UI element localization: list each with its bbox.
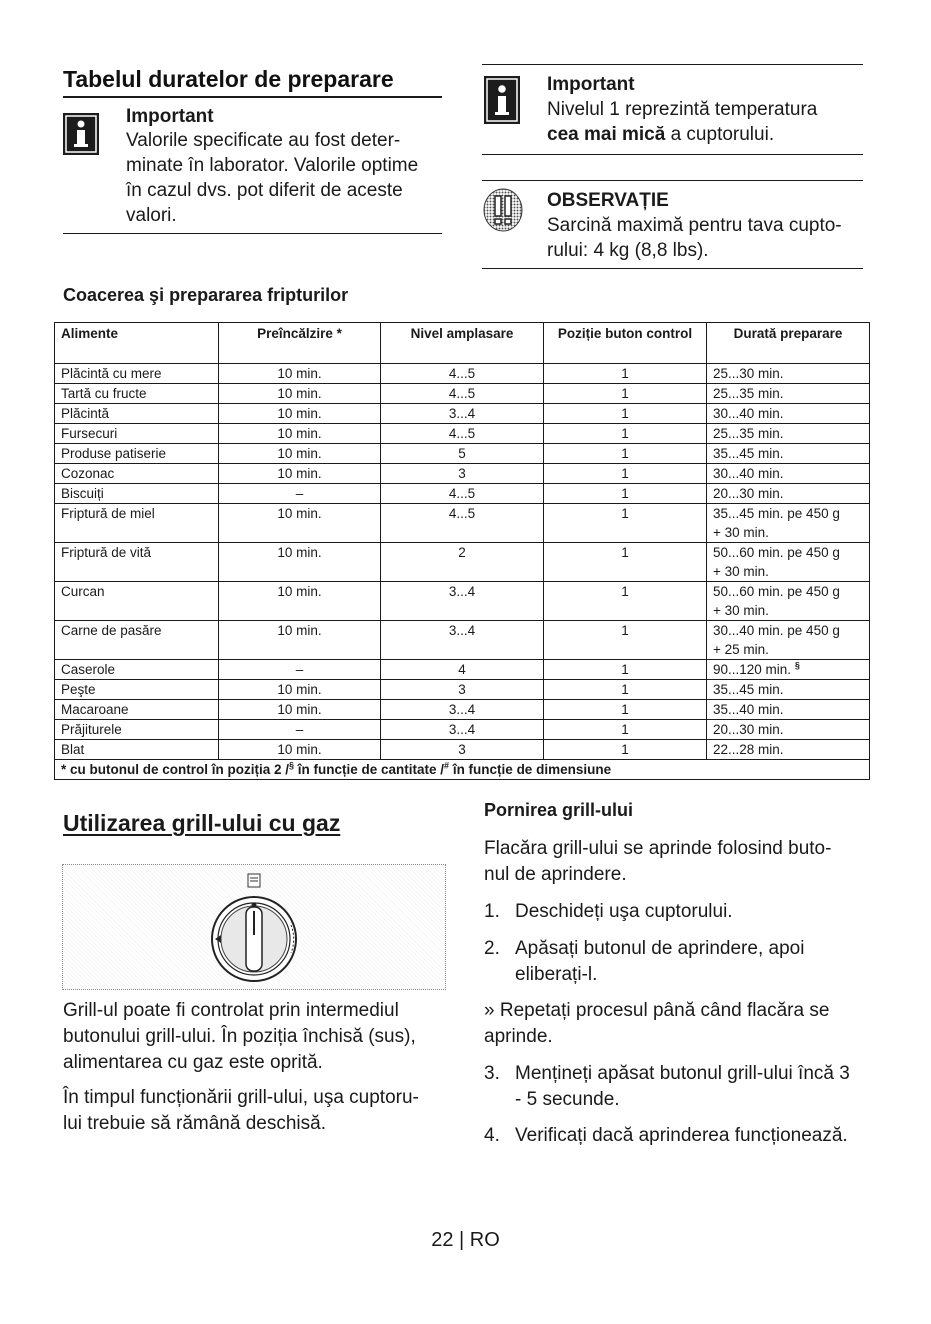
cell-food: Curcan: [55, 582, 219, 621]
cell-level: 5: [381, 444, 544, 464]
table-row: [55, 660, 870, 680]
cell-duration: 20...30 min.: [707, 720, 870, 740]
table-footnote: * cu butonul de control în poziția 2 /§ în funcție de cantitate /# în funcție de dimensiune: [55, 760, 870, 780]
cell-food: Macaroane: [55, 700, 219, 720]
cell-knob: 1: [544, 504, 707, 543]
grill-knob-icon: [63, 865, 445, 989]
cell-knob: 1: [544, 384, 707, 404]
table-row: [55, 621, 870, 660]
cell-duration: 35...45 min. pe 450 g + 30 min.: [707, 504, 870, 543]
step-4: 4. Verificați dacă aprinderea funcționează.: [484, 1123, 904, 1149]
cell-food: Fursecuri: [55, 424, 219, 444]
cooking-table: [54, 322, 870, 780]
cell-duration: 35...40 min.: [707, 700, 870, 720]
cell-level: 3: [381, 680, 544, 700]
cell-preheat: 10 min.: [219, 621, 381, 660]
heading-rule: [63, 96, 442, 98]
table-row: [55, 700, 870, 720]
cell-food: Biscuiți: [55, 484, 219, 504]
table-row: [55, 424, 870, 444]
cell-duration: 90...120 min. §: [707, 660, 870, 680]
cell-duration: 50...60 min. pe 450 g + 30 min.: [707, 582, 870, 621]
cell-food: Friptură de vită: [55, 543, 219, 582]
cell-duration: 35...45 min.: [707, 680, 870, 700]
column-header: Poziție buton control: [544, 323, 707, 364]
info-icon: [484, 76, 520, 118]
cell-duration: 25...35 min.: [707, 384, 870, 404]
step-1: 1. Deschideți uşa cuptorului.: [484, 899, 904, 925]
cell-level: 4...5: [381, 424, 544, 444]
cell-knob: 1: [544, 364, 707, 384]
repeat-note: » Repetați procesul până când flacăra se aprinde.: [484, 1000, 830, 1047]
cell-knob: 1: [544, 484, 707, 504]
cell-preheat: 10 min.: [219, 582, 381, 621]
note-text: Valorile specificate au fost deter- minate în laborator. Valorile optime în cazul dvs. pot diferit de aceste valori.: [126, 130, 419, 226]
cell-preheat: –: [219, 484, 381, 504]
cell-level: 4...5: [381, 504, 544, 543]
cell-knob: 1: [544, 720, 707, 740]
cell-food: Plăcintă cu mere: [55, 364, 219, 384]
ignition-intro: Flacăra grill-ului se aprinde folosind buto- nul de aprindere.: [484, 838, 832, 885]
page-number: 22 | RO: [431, 1229, 500, 1251]
cell-duration: 20...30 min.: [707, 484, 870, 504]
cell-level: 4...5: [381, 384, 544, 404]
step-number: 1.: [484, 901, 500, 922]
table-row: [55, 484, 870, 504]
table-heading: Coacerea şi prepararea fripturilor: [63, 285, 349, 305]
right-top-rule: [482, 64, 863, 65]
grill-heading: Utilizarea grill-ului cu gaz: [63, 810, 341, 836]
cell-level: 3...4: [381, 404, 544, 424]
note-bottom-rule: [63, 233, 442, 234]
cell-duration: 25...35 min.: [707, 424, 870, 444]
cell-knob: 1: [544, 404, 707, 424]
table-row: [55, 464, 870, 484]
cell-duration: 30...40 min.: [707, 404, 870, 424]
cell-food: Tartă cu fructe: [55, 384, 219, 404]
cell-preheat: 10 min.: [219, 364, 381, 384]
table-row: [55, 740, 870, 760]
cell-level: 3...4: [381, 582, 544, 621]
cell-food: Blat: [55, 740, 219, 760]
cell-level: 3...4: [381, 700, 544, 720]
info-icon: [63, 113, 99, 155]
cell-preheat: 10 min.: [219, 464, 381, 484]
cell-level: 2: [381, 543, 544, 582]
cell-level: 3...4: [381, 621, 544, 660]
important-bottom-rule: [482, 154, 863, 155]
cell-preheat: 10 min.: [219, 700, 381, 720]
grill-paragraph-1: Grill-ul poate fi controlat prin intermediul butonului grill-ului. În poziția închisă (sus), alimentarea cu gaz este oprită.: [63, 1000, 416, 1073]
table-row: [55, 404, 870, 424]
cell-food: Peşte: [55, 680, 219, 700]
cell-preheat: 10 min.: [219, 740, 381, 760]
cell-preheat: 10 min.: [219, 384, 381, 404]
step-number: 3.: [484, 1063, 500, 1084]
cell-preheat: 10 min.: [219, 404, 381, 424]
cell-level: 4...5: [381, 364, 544, 384]
ignition-heading: Pornirea grill-ului: [484, 800, 634, 820]
observatie-bottom-rule: [482, 268, 863, 269]
table-header-row: [55, 323, 870, 364]
cell-knob: 1: [544, 444, 707, 464]
table-row: [55, 444, 870, 464]
important-text: Nivelul 1 reprezintă temperatura cea mai mică a cuptorului.: [547, 99, 818, 145]
cell-preheat: 10 min.: [219, 444, 381, 464]
table-row: [55, 582, 870, 621]
cell-knob: 1: [544, 464, 707, 484]
cell-duration: 30...40 min.: [707, 464, 870, 484]
cell-food: Plăcintă: [55, 404, 219, 424]
cell-level: 4: [381, 660, 544, 680]
cell-duration: 50...60 min. pe 450 g + 30 min.: [707, 543, 870, 582]
cell-food: Friptură de miel: [55, 504, 219, 543]
warning-icon: [483, 188, 523, 232]
section-heading-cooking-times: Tabelul duratelor de preparare: [63, 66, 394, 92]
cell-duration: 22...28 min.: [707, 740, 870, 760]
cell-level: 4...5: [381, 484, 544, 504]
cell-preheat: 10 min.: [219, 680, 381, 700]
cell-food: Produse patiserie: [55, 444, 219, 464]
step-number: 2.: [484, 938, 500, 959]
step-number: 4.: [484, 1125, 500, 1146]
cell-knob: 1: [544, 582, 707, 621]
table-row: [55, 384, 870, 404]
grill-paragraph-2: În timpul funcționării grill-ului, uşa cuptoru- lui trebuie să rămână deschisă.: [63, 1087, 419, 1134]
cell-duration: 35...45 min.: [707, 444, 870, 464]
observatie-text: Sarcină maximă pentru tava cupto- rului: 4 kg (8,8 lbs).: [547, 215, 842, 261]
table-row: [55, 680, 870, 700]
cell-food: Prăjiturele: [55, 720, 219, 740]
column-header: Alimente: [55, 323, 219, 364]
table-footnote-row: [55, 760, 870, 780]
cell-food: Carne de pasăre: [55, 621, 219, 660]
cell-knob: 1: [544, 621, 707, 660]
cell-preheat: 10 min.: [219, 424, 381, 444]
table-row: [55, 720, 870, 740]
cell-food: Cozonac: [55, 464, 219, 484]
cell-duration: 25...30 min.: [707, 364, 870, 384]
cell-knob: 1: [544, 424, 707, 444]
grill-knob-illustration: [62, 864, 446, 990]
step-2: 2. Apăsați butonul de aprindere, apoi eliberați-l.: [484, 938, 805, 985]
cell-knob: 1: [544, 660, 707, 680]
column-header: Preîncălzire *: [219, 323, 381, 364]
cell-duration: 30...40 min. pe 450 g + 25 min.: [707, 621, 870, 660]
column-header: Durată preparare: [707, 323, 870, 364]
cell-knob: 1: [544, 740, 707, 760]
cell-food: Caserole: [55, 660, 219, 680]
table-row: [55, 364, 870, 384]
cell-preheat: –: [219, 660, 381, 680]
cell-level: 3...4: [381, 720, 544, 740]
important-title: Important: [547, 74, 635, 95]
cell-level: 3: [381, 740, 544, 760]
cell-knob: 1: [544, 543, 707, 582]
column-header: Nivel amplasare: [381, 323, 544, 364]
table-row: [55, 543, 870, 582]
step-3: 3. Mențineți apăsat butonul grill-ului încă 3 - 5 secunde.: [484, 1063, 850, 1110]
cell-preheat: 10 min.: [219, 543, 381, 582]
cell-preheat: –: [219, 720, 381, 740]
cell-preheat: 10 min.: [219, 504, 381, 543]
observatie-top-rule: [482, 180, 863, 181]
table-row: [55, 504, 870, 543]
cell-level: 3: [381, 464, 544, 484]
note-title: Important: [126, 106, 214, 127]
cell-knob: 1: [544, 700, 707, 720]
observatie-title: OBSERVAȚIE: [547, 190, 669, 211]
cell-knob: 1: [544, 680, 707, 700]
